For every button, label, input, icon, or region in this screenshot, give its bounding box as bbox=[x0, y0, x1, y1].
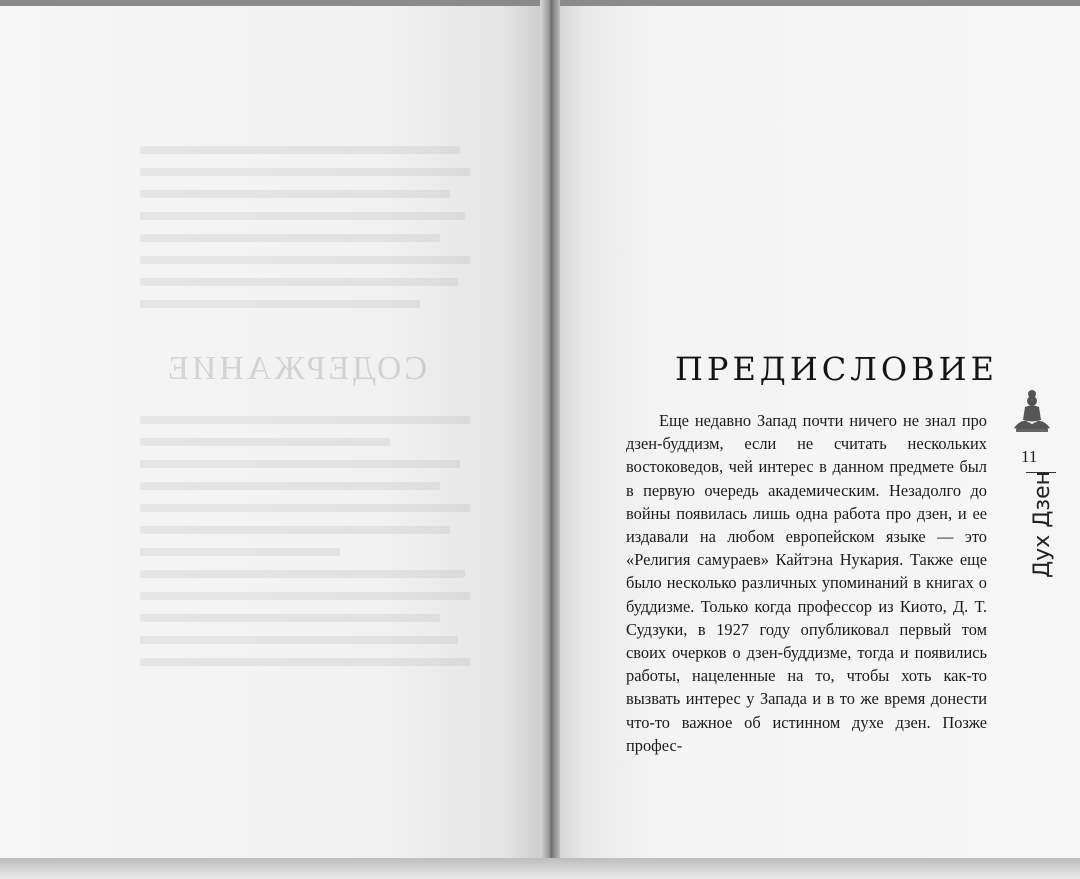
bleed-through-lines-top bbox=[140, 146, 470, 322]
page-number: 11 bbox=[1021, 447, 1038, 466]
meditating-buddha-icon bbox=[1010, 388, 1054, 440]
bleed-through-lines-bottom bbox=[140, 416, 470, 680]
body-paragraph: Еще недавно Запад почти ничего не знал про дзен-буддизм, если не считать нескольких востоковедов, чей интерес в данном предмете был в первую очередь академическим. Незадолго до войны появилась лишь одна работа про дзен, и ее издавали на любом европейском языке — это «Религия самураев» Кайтэна Нукария. Также еще было несколько различных упоминаний в книгах о буддизме. Только когда профессор из Киото, Д. Т. Судзуки, в 1927 году опубликовал первый том своих очерков о дзен-буддизме, тогда и появились работы, нацеленные на то, чтобы хоть как-то вызвать интерес у Запада и в то же время донести что-то важное об истинном духе дзен. Позже профес- bbox=[626, 411, 987, 755]
running-title: Дух Дзен bbox=[1030, 470, 1055, 578]
book-gutter bbox=[540, 0, 560, 879]
left-page bbox=[0, 6, 548, 864]
bleed-through-heading: СОДЕРЖАНИЕ bbox=[165, 350, 428, 387]
page-bottom-edge bbox=[0, 858, 1080, 879]
chapter-heading: ПРЕДИСЛОВИЕ bbox=[675, 350, 998, 388]
